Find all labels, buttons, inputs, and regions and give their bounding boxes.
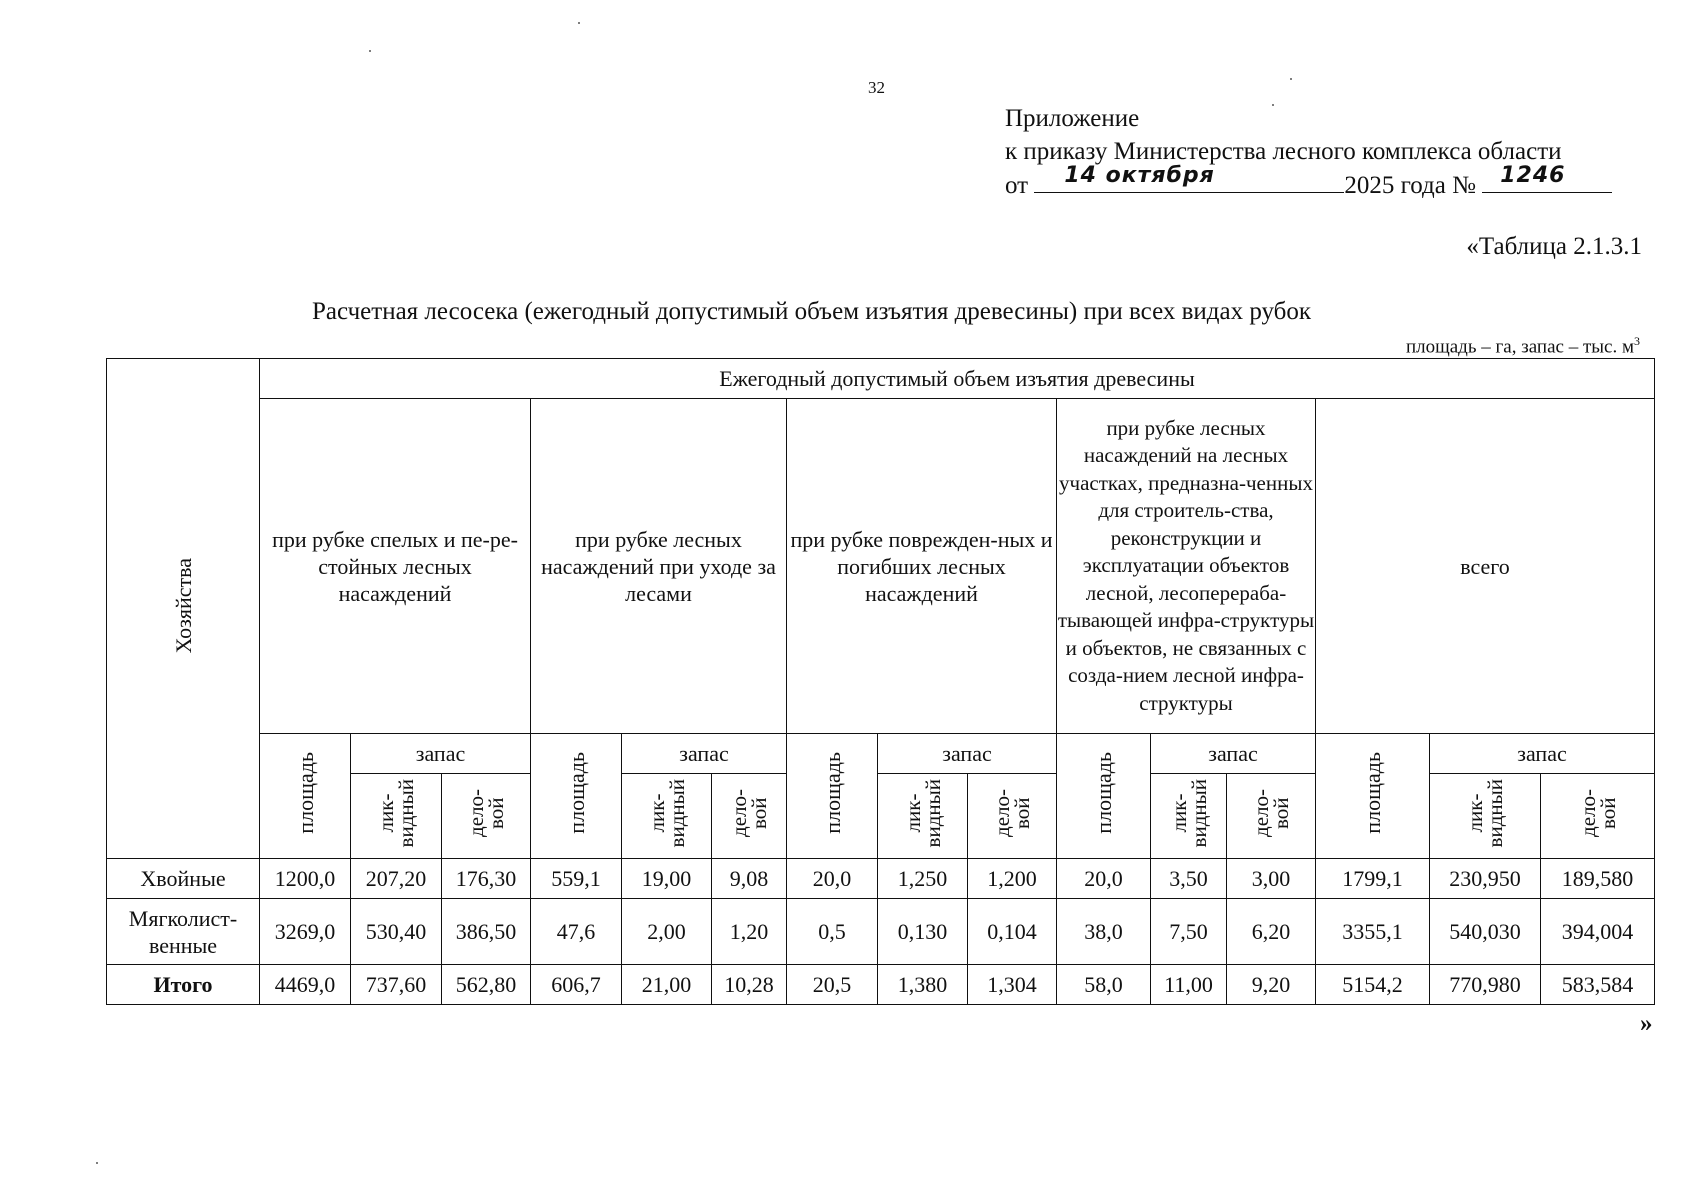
area-header: площадь xyxy=(787,734,878,859)
table-cell: 10,28 xyxy=(712,965,787,1005)
table-cell: 540,030 xyxy=(1430,899,1541,965)
row-header-cell xyxy=(107,359,260,859)
liquid-header: лик- видный xyxy=(351,774,442,859)
date-field xyxy=(1034,163,1344,193)
table-cell: 21,00 xyxy=(622,965,712,1005)
table-cell: 5154,2 xyxy=(1316,965,1430,1005)
row-name: Хвойные xyxy=(107,859,260,899)
units-note xyxy=(1406,334,1640,358)
table-cell: 20,0 xyxy=(1057,859,1151,899)
business-header: дело- вой xyxy=(442,774,531,859)
table-title: Расчетная лесосека (ежегодный допустимый объем изъятия древесины) при всех видах рубок xyxy=(312,298,1312,325)
table-cell: 176,30 xyxy=(442,859,531,899)
appendix-header xyxy=(1005,102,1612,202)
row-name: Итого xyxy=(107,965,260,1005)
allowable-cut-table xyxy=(106,358,1655,1005)
row-header: Хозяйства xyxy=(170,557,196,654)
table-cell: 1,304 xyxy=(968,965,1057,1005)
liquid-header: лик- видный xyxy=(622,774,712,859)
main-header: Ежегодный допустимый объем изъятия древесины xyxy=(260,359,1655,399)
appendix-title: Приложение xyxy=(1005,105,1140,132)
table-cell: 0,104 xyxy=(968,899,1057,965)
table-cell: 1,200 xyxy=(968,859,1057,899)
table-cell: 1799,1 xyxy=(1316,859,1430,899)
stock-header: запас xyxy=(1151,734,1316,774)
table-cell: 770,980 xyxy=(1430,965,1541,1005)
category-mature-cutting: при рубке спелых и пе-рестойных лесных насаждений xyxy=(260,399,531,734)
table-cell: 737,60 xyxy=(351,965,442,1005)
table-cell: 3,00 xyxy=(1227,859,1316,899)
table-cell: 1,250 xyxy=(878,859,968,899)
category-infrastructure-cutting: при рубке лесных насаждений на лесных участках, предназна-ченных для строитель-ства, реконструкции и эксплуатации объектов лесной, лесоперераба-тывающей инфра-структуры и объектов, не связанных с созда-нием лесной инфра-структуры xyxy=(1057,399,1316,734)
table-cell: 2,00 xyxy=(622,899,712,965)
liquid-header: лик- видный xyxy=(1151,774,1227,859)
table-row xyxy=(107,899,1655,965)
order-number-field xyxy=(1482,163,1612,193)
stock-header: запас xyxy=(1430,734,1655,774)
table-cell: 0,130 xyxy=(878,899,968,965)
category-care-cutting: при рубке лесных насаждений при уходе за лесами xyxy=(531,399,787,734)
table-cell: 19,00 xyxy=(622,859,712,899)
units-text: площадь – га, запас – тыс. м xyxy=(1405,336,1634,358)
table-cell: 20,5 xyxy=(787,965,878,1005)
table-cell: 4469,0 xyxy=(260,965,351,1005)
row-name: Мягколист-венные xyxy=(107,899,260,965)
table-cell: 1,380 xyxy=(878,965,968,1005)
table-cell: 20,0 xyxy=(787,859,878,899)
appendix-order-ref: к приказу Министерства лесного комплекса области xyxy=(1005,138,1562,165)
table-cell: 1,20 xyxy=(712,899,787,965)
stock-header: запас xyxy=(878,734,1057,774)
table-cell: 189,580 xyxy=(1541,859,1655,899)
units-superscript: 3 xyxy=(1634,334,1640,348)
table-cell: 7,50 xyxy=(1151,899,1227,965)
page-number: 32 xyxy=(868,78,885,97)
table-cell: 386,50 xyxy=(442,899,531,965)
table-row-total xyxy=(107,965,1655,1005)
area-header: площадь xyxy=(1316,734,1430,859)
table-cell: 9,20 xyxy=(1227,965,1316,1005)
category-total: всего xyxy=(1316,399,1655,734)
table-cell: 9,08 xyxy=(712,859,787,899)
table-cell: 6,20 xyxy=(1227,899,1316,965)
closing-quote: » xyxy=(1640,1010,1653,1037)
liquid-header: лик- видный xyxy=(878,774,968,859)
table-cell: 11,00 xyxy=(1151,965,1227,1005)
table-cell: 3269,0 xyxy=(260,899,351,965)
table-cell: 606,7 xyxy=(531,965,622,1005)
table-cell: 394,004 xyxy=(1541,899,1655,965)
business-header: дело- вой xyxy=(1541,774,1655,859)
area-header: площадь xyxy=(531,734,622,859)
table-cell: 530,40 xyxy=(351,899,442,965)
table-label: «Таблица 2.1.3.1 xyxy=(1466,233,1642,260)
business-header: дело- вой xyxy=(712,774,787,859)
business-header: дело- вой xyxy=(968,774,1057,859)
category-damaged-cutting: при рубке поврежден-ных и погибших лесных насаждений xyxy=(787,399,1057,734)
table-cell: 562,80 xyxy=(442,965,531,1005)
table-cell: 47,6 xyxy=(531,899,622,965)
business-header: дело- вой xyxy=(1227,774,1316,859)
stock-header: запас xyxy=(351,734,531,774)
area-header: площадь xyxy=(1057,734,1151,859)
table-cell: 583,584 xyxy=(1541,965,1655,1005)
year-number-label: 2025 года № xyxy=(1344,172,1476,199)
stock-header: запас xyxy=(622,734,787,774)
table-row xyxy=(107,859,1655,899)
area-header: площадь xyxy=(260,734,351,859)
from-label: от xyxy=(1005,172,1029,199)
table-cell: 3355,1 xyxy=(1316,899,1430,965)
handwritten-date: 14 октября xyxy=(1064,163,1215,188)
appendix-date-line xyxy=(1005,163,1612,202)
table-cell: 207,20 xyxy=(351,859,442,899)
table-cell: 559,1 xyxy=(531,859,622,899)
handwritten-order-number: 1246 xyxy=(1500,163,1566,188)
liquid-header: лик- видный xyxy=(1430,774,1541,859)
table-cell: 230,950 xyxy=(1430,859,1541,899)
table-cell: 3,50 xyxy=(1151,859,1227,899)
table-cell: 1200,0 xyxy=(260,859,351,899)
table-cell: 0,5 xyxy=(787,899,878,965)
table-cell: 38,0 xyxy=(1057,899,1151,965)
table-cell: 58,0 xyxy=(1057,965,1151,1005)
